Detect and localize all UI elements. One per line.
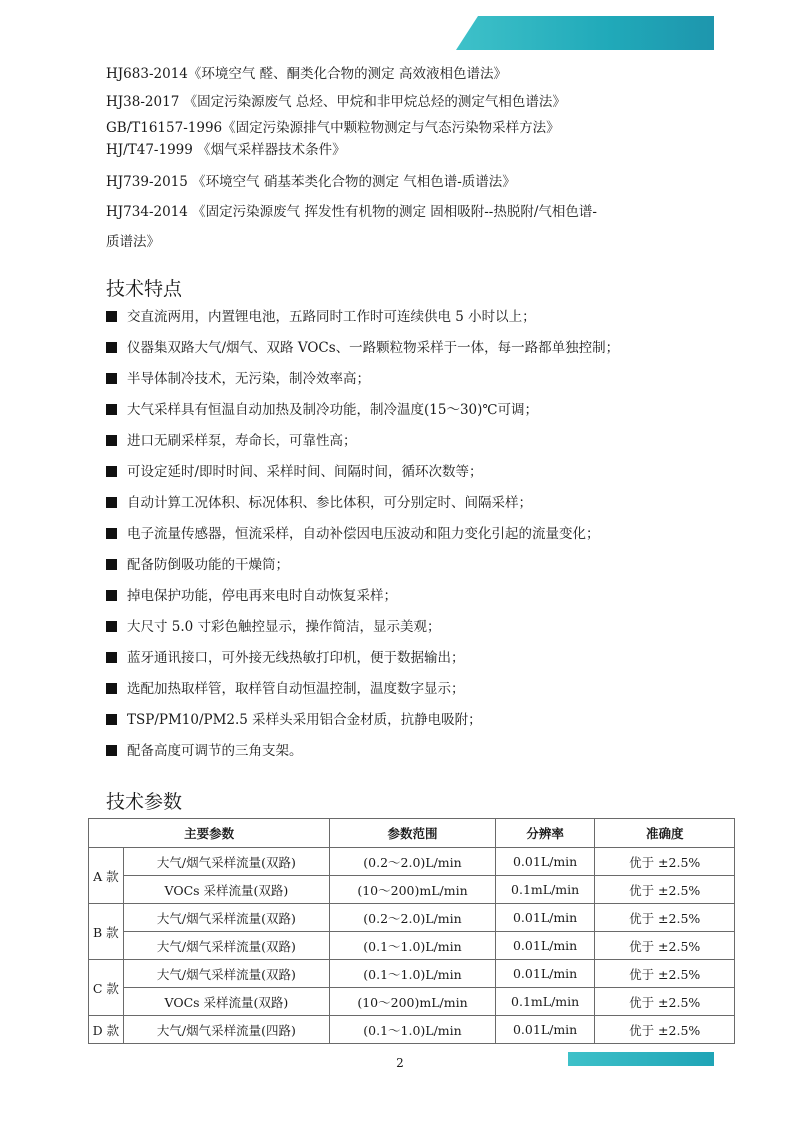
page-number: 2	[396, 1056, 404, 1070]
feature-item	[106, 492, 532, 514]
table-row	[89, 1016, 735, 1044]
feature-item	[106, 306, 536, 328]
accuracy-cell: 优于 ±2.5%	[595, 932, 735, 960]
feature-text: 大气采样具有恒温自动加热及制冷功能，制冷温度(15～30)℃可调；	[127, 402, 538, 418]
parameters-heading: 技术参数	[106, 791, 183, 813]
resolution-cell: 0.01L/min	[495, 848, 595, 876]
range-cell: (0.1～1.0)L/min	[330, 932, 496, 960]
accuracy-cell: 优于 ±2.5%	[595, 988, 735, 1016]
square-bullet-icon	[106, 373, 117, 384]
table-row	[89, 960, 735, 988]
feature-item	[106, 399, 538, 421]
table-row	[89, 988, 735, 1016]
square-bullet-icon	[106, 404, 117, 415]
feature-item	[106, 647, 465, 669]
range-cell: (10～200)mL/min	[330, 876, 496, 904]
range-cell: (0.1～1.0)L/min	[330, 960, 496, 988]
square-bullet-icon	[106, 466, 117, 477]
feature-text: 仪器集双路大气/烟气、双路 VOCs、一路颗粒物采样于一体，每一路都单独控制；	[127, 340, 620, 356]
table-header-row	[89, 819, 735, 848]
range-cell: (0.1～1.0)L/min	[330, 1016, 496, 1044]
table-row	[89, 932, 735, 960]
accuracy-cell: 优于 ±2.5%	[595, 848, 735, 876]
feature-item	[106, 678, 465, 700]
standard-item: HJ38-2017 《固定污染源废气 总烃、甲烷和非甲烷总烃的测定气相色谱法》	[106, 94, 566, 110]
header-resolution: 分辨率	[495, 819, 595, 848]
table-row	[89, 848, 735, 876]
feature-item	[106, 430, 357, 452]
feature-item	[106, 585, 397, 607]
header-main-parameter: 主要参数	[89, 819, 330, 848]
header-accent-bar	[456, 16, 714, 50]
feature-text: 交直流两用，内置锂电池，五路同时工作时可连续供电 5 小时以上；	[127, 309, 536, 325]
square-bullet-icon	[106, 652, 117, 663]
square-bullet-icon	[106, 342, 117, 353]
accuracy-cell: 优于 ±2.5%	[595, 960, 735, 988]
square-bullet-icon	[106, 435, 117, 446]
parameter-name-cell: 大气/烟气采样流量(双路)	[123, 960, 329, 988]
feature-item	[106, 616, 441, 638]
range-cell: (0.2～2.0)L/min	[330, 848, 496, 876]
resolution-cell: 0.1mL/min	[495, 876, 595, 904]
header-accuracy: 准确度	[595, 819, 735, 848]
feature-item	[106, 461, 483, 483]
feature-text: 电子流量传感器，恒流采样，自动补偿因电压波动和阻力变化引起的流量变化；	[127, 526, 600, 542]
parameter-name-cell: 大气/烟气采样流量(四路)	[123, 1016, 329, 1044]
standard-item: HJ734-2014 《固定污染源废气 挥发性有机物的测定 固相吸附--热脱附/气相色谱-	[106, 204, 597, 220]
parameter-name-cell: VOCs 采样流量(双路)	[123, 988, 329, 1016]
resolution-cell: 0.01L/min	[495, 1016, 595, 1044]
table-row	[89, 904, 735, 932]
resolution-cell: 0.01L/min	[495, 904, 595, 932]
square-bullet-icon	[106, 745, 117, 756]
header-range: 参数范围	[330, 819, 496, 848]
square-bullet-icon	[106, 621, 117, 632]
feature-item	[106, 523, 600, 545]
feature-text: 大尺寸 5.0 寸彩色触控显示，操作简洁，显示美观；	[127, 619, 441, 635]
standard-item: HJ683-2014《环境空气 醛、酮类化合物的测定 高效液相色谱法》	[106, 66, 507, 82]
feature-text: TSP/PM10/PM2.5 采样头采用铝合金材质，抗静电吸附；	[127, 712, 482, 728]
feature-text: 自动计算工况体积、标况体积、参比体积，可分别定时、间隔采样；	[127, 495, 532, 511]
feature-text: 选配加热取样管，取样管自动恒温控制，温度数字显示；	[127, 681, 465, 697]
square-bullet-icon	[106, 497, 117, 508]
feature-item	[106, 740, 303, 762]
feature-text: 掉电保护功能，停电再来电时自动恢复采样；	[127, 588, 397, 604]
feature-item	[106, 368, 370, 390]
model-cell: D 款	[89, 1016, 124, 1044]
model-cell: A 款	[89, 848, 124, 904]
resolution-cell: 0.01L/min	[495, 932, 595, 960]
range-cell: (0.2～2.0)L/min	[330, 904, 496, 932]
feature-text: 可设定延时/即时时间、采样时间、间隔时间，循环次数等；	[127, 464, 483, 480]
parameters-table	[88, 818, 735, 1044]
resolution-cell: 0.1mL/min	[495, 988, 595, 1016]
model-cell: B 款	[89, 904, 124, 960]
feature-text: 蓝牙通讯接口，可外接无线热敏打印机，便于数据输出；	[127, 650, 465, 666]
standard-item: HJ/T47-1999 《烟气采样器技术条件》	[106, 142, 346, 158]
square-bullet-icon	[106, 559, 117, 570]
standard-item-continued: 质谱法》	[106, 234, 160, 250]
range-cell: (10～200)mL/min	[330, 988, 496, 1016]
square-bullet-icon	[106, 714, 117, 725]
accuracy-cell: 优于 ±2.5%	[595, 904, 735, 932]
accuracy-cell: 优于 ±2.5%	[595, 876, 735, 904]
accuracy-cell: 优于 ±2.5%	[595, 1016, 735, 1044]
standard-item: HJ739-2015 《环境空气 硝基苯类化合物的测定 气相色谱-质谱法》	[106, 174, 516, 190]
feature-item	[106, 709, 482, 731]
feature-text: 进口无刷采样泵，寿命长，可靠性高；	[127, 433, 357, 449]
parameter-name-cell: VOCs 采样流量(双路)	[123, 876, 329, 904]
square-bullet-icon	[106, 311, 117, 322]
parameter-name-cell: 大气/烟气采样流量(双路)	[123, 848, 329, 876]
square-bullet-icon	[106, 528, 117, 539]
feature-text: 配备高度可调节的三角支架。	[127, 743, 303, 759]
parameter-name-cell: 大气/烟气采样流量(双路)	[123, 932, 329, 960]
table-row	[89, 876, 735, 904]
square-bullet-icon	[106, 590, 117, 601]
feature-item	[106, 337, 619, 359]
feature-text: 半导体制冷技术，无污染，制冷效率高；	[127, 371, 370, 387]
parameter-name-cell: 大气/烟气采样流量(双路)	[123, 904, 329, 932]
feature-item	[106, 554, 289, 576]
model-cell: C 款	[89, 960, 124, 1016]
resolution-cell: 0.01L/min	[495, 960, 595, 988]
features-heading: 技术特点	[106, 278, 183, 300]
feature-text: 配备防倒吸功能的干燥筒；	[127, 557, 289, 573]
standard-item: GB/T16157-1996《固定污染源排气中颗粒物测定与气态污染物采样方法》	[106, 120, 560, 136]
square-bullet-icon	[106, 683, 117, 694]
